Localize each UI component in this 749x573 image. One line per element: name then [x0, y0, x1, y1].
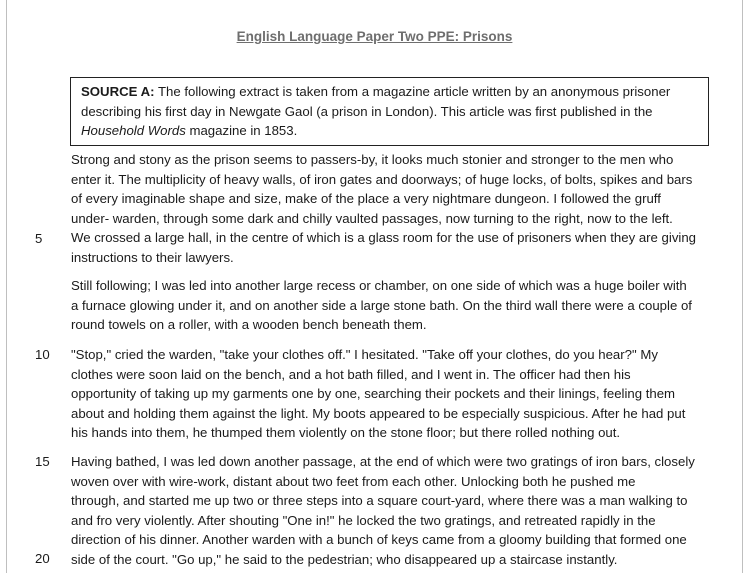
- text-line: "Stop," cried the warden, "take your clothes off." I hesitated. "Take off your clothes, do you hear?" My: [71, 347, 658, 362]
- text-line: clothes were soon laid on the bench, and a hot bath filled, and I went in. The officer had then his: [71, 366, 631, 382]
- text-line: side of the court. "Go up," he said to the pedestrian; who disappeared up a staircase instantly.: [71, 551, 618, 567]
- source-line-3: [81, 121, 698, 141]
- text-line: direction of his dinner. Another warden with a bunch of keys came from a gloomy building that formed one: [71, 532, 687, 548]
- text-line: opportunity of taking up my garments one by one, searching their pockets and their linings, feeling them: [71, 386, 676, 402]
- text-line: Still following; I was led into another large recess or chamber, on one side of which was a huge boiler with: [71, 278, 687, 293]
- text-line: under- warden, through some dark and chilly vaulted passages, now turning to the right, now to the left.: [71, 210, 673, 226]
- text-line: We crossed a large hall, in the centre of which is a glass room for the use of prisoners when they are giving: [71, 230, 697, 246]
- text-line: his hands into them, he thumped them violently on the stone floor; but there rolled nothing out.: [71, 425, 621, 441]
- source-label: SOURCE A:: [81, 84, 155, 99]
- text-line: Strong and stony as the prison seems to passers-by, it looks much stonier and stronger to the men who: [71, 152, 674, 167]
- text-line: a furnace glowing under it, and on another side a large stone bath. On the third wall there were a couple of: [71, 297, 692, 313]
- paragraph-3: [71, 345, 716, 443]
- text-line: Having bathed, I was led down another passage, at the end of which were two gratings of iron bars, closely: [71, 454, 695, 469]
- source-magazine-title: Household Words: [81, 123, 186, 139]
- paragraph-2: [71, 276, 716, 335]
- text-line: of every imaginable shape and size, make of the place a very nightmare dungeon. I followed the gruff: [71, 191, 661, 207]
- text-line: instructions to their lawyers.: [71, 249, 234, 265]
- text-line: round towels on a roller, with a wooden bench beneath them.: [71, 317, 427, 333]
- source-text-3: magazine in 1853.: [185, 123, 298, 139]
- line-number-10: 10: [35, 347, 50, 362]
- source-line-1: [81, 82, 698, 102]
- text-line: enter it. The multiplicity of heavy walls, of iron gates and doorways; of huge locks, of bolts, spikes and bars: [71, 171, 693, 187]
- source-text-1: The following extract is taken from a magazine article written by an anonymous prisoner: [154, 84, 671, 99]
- source-line-2: describing his first day in Newgate Gaol (a prison in London). This article was first published in the: [81, 103, 653, 119]
- line-number-15: 15: [35, 454, 50, 469]
- text-line: woven over with wire-work, distant about two feet from each other. Unlocking both he pushed me: [71, 473, 636, 489]
- page-title: English Language Paper Two PPE: Prisons: [236, 29, 513, 44]
- paragraph-4: [71, 452, 716, 570]
- paragraph-1: [71, 150, 716, 268]
- text-line: about and holding them against the light. My boots appeared to be especially suspicious. After he had put: [71, 405, 686, 421]
- line-number-20: 20: [35, 551, 50, 566]
- line-number-5: 5: [35, 231, 43, 246]
- source-box: [70, 77, 709, 146]
- text-line: through, and started me up two or three steps into a square court-yard, where there was a man walking to: [71, 493, 688, 509]
- text-line: and fro very violently. After shouting "One in!" he locked the two gratings, and retreated rapidly in the: [71, 512, 656, 528]
